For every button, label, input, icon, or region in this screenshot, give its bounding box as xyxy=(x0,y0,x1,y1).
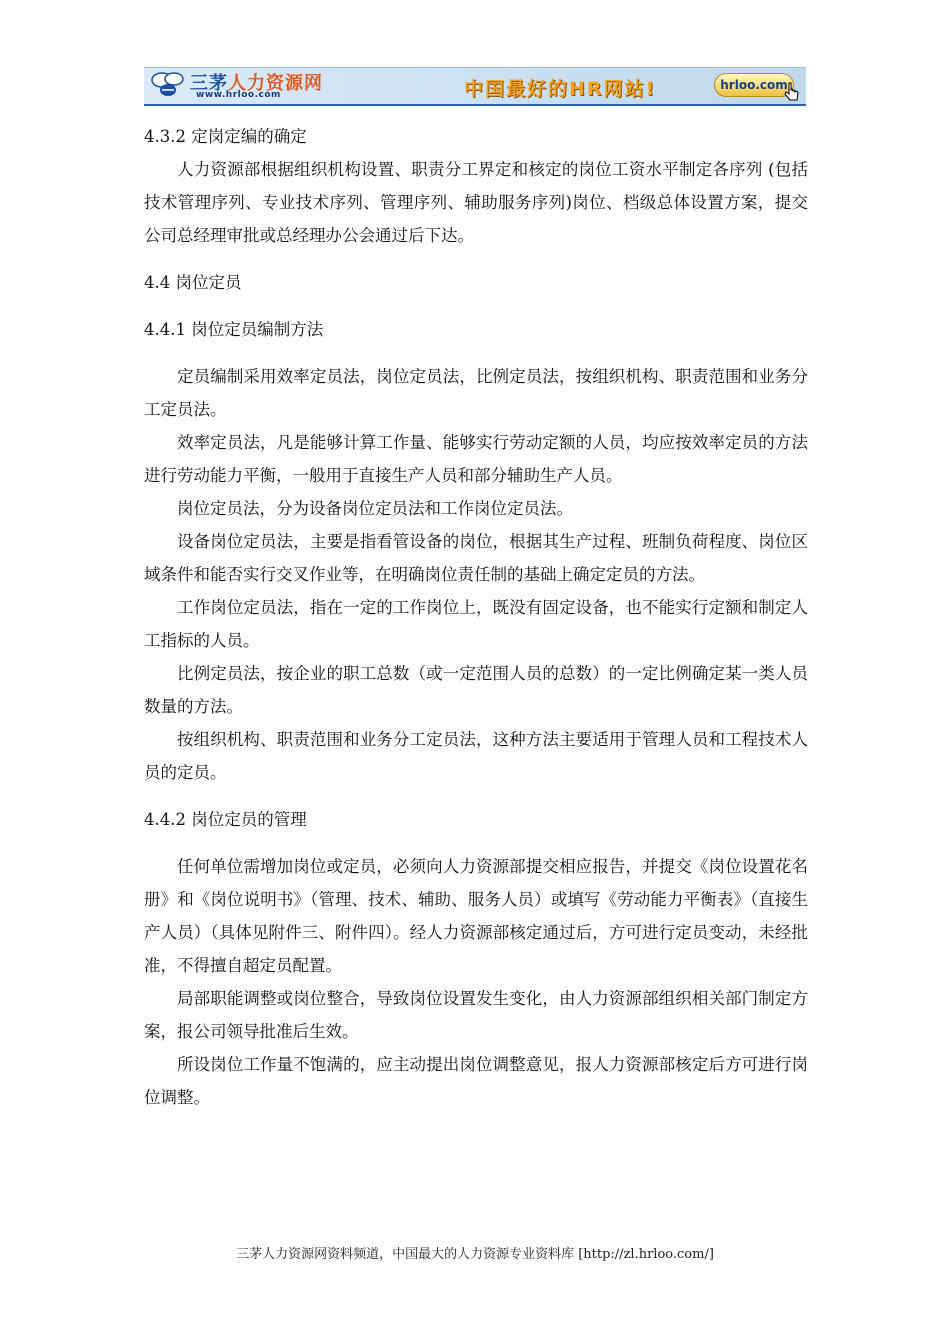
logo-main: 三茅 xyxy=(190,73,228,94)
section-heading: 4.3.2 定岗定编的确定 xyxy=(144,127,307,146)
body-paragraph: 按组织机构、职责范围和业务分工定员法，这种方法主要适用于管理人员和工程技术人员的定员。 xyxy=(144,730,808,782)
logo-accent: 人力资源网 xyxy=(228,73,323,94)
body-paragraph: 所设岗位工作量不饱满的，应主动提出岗位调整意见，报人力资源部核定后方可进行岗位调整。 xyxy=(144,1055,808,1107)
body-paragraph: 人力资源部根据组织机构设置、职责分工界定和核定的岗位工资水平制定各序列 (包括技术管理序列、专业技术序列、管理序列、辅助服务序列)岗位、档级总体设置方案，提交公司总经理审批或总经理办公会通过后下达。 xyxy=(144,160,808,245)
section-heading: 4.4.1 岗位定员编制方法 xyxy=(144,320,324,339)
body-paragraph: 岗位定员法，分为设备岗位定员法和工作岗位定员法。 xyxy=(177,499,573,518)
header-banner[interactable] xyxy=(144,67,806,106)
logo-url: www.hrloo.com xyxy=(196,90,281,100)
body-paragraph: 比例定员法，按企业的职工总数（或一定范围人员的总数）的一定比例确定某一类人员数量的方法。 xyxy=(144,664,808,716)
body-paragraph: 定员编制采用效率定员法，岗位定员法，比例定员法，按组织机构、职责范围和业务分工定员法。 xyxy=(144,367,808,419)
document-body xyxy=(144,120,808,1114)
page-footer: 三茅人力资源网资料频道，中国最大的人力资源专业资料库 [http://zl.hrloo.com/] xyxy=(236,1247,714,1262)
bee-logo-icon xyxy=(148,70,188,100)
body-paragraph: 效率定员法，凡是能够计算工作量、能够实行劳动定额的人员，均应按效率定员的方法进行劳动能力平衡，一般用于直接生产人员和部分辅助生产人员。 xyxy=(144,433,808,485)
section-heading: 4.4 岗位定员 xyxy=(144,273,242,292)
body-paragraph: 局部职能调整或岗位整合，导致岗位设置发生变化，由人力资源部组织相关部门制定方案，报公司领导批准后生效。 xyxy=(144,989,808,1041)
body-paragraph: 设备岗位定员法，主要是指看管设备的岗位，根据其生产过程、班制负荷程度、岗位区域条件和能否实行交叉作业等，在明确岗位责任制的基础上确定定员的方法。 xyxy=(144,532,808,584)
site-link-button[interactable]: hrloo.com xyxy=(714,73,794,97)
section-heading: 4.4.2 岗位定员的管理 xyxy=(144,810,307,829)
body-paragraph: 工作岗位定员法，指在一定的工作岗位上，既没有固定设备，也不能实行定额和制定人工指标的人员。 xyxy=(144,598,808,650)
pointer-cursor-icon xyxy=(784,82,800,102)
banner-slogan: 中国最好的HR网站! xyxy=(464,78,657,100)
body-paragraph: 任何单位需增加岗位或定员，必须向人力资源部提交相应报告，并提交《岗位设置花名册》和《岗位说明书》（管理、技术、辅助、服务人员）或填写《劳动能力平衡表》（直接生产人员）（具体见附件三、附件四）。经人力资源部核定通过后，方可进行定员变动，未经批准，不得擅自超定员配置。 xyxy=(144,857,808,975)
